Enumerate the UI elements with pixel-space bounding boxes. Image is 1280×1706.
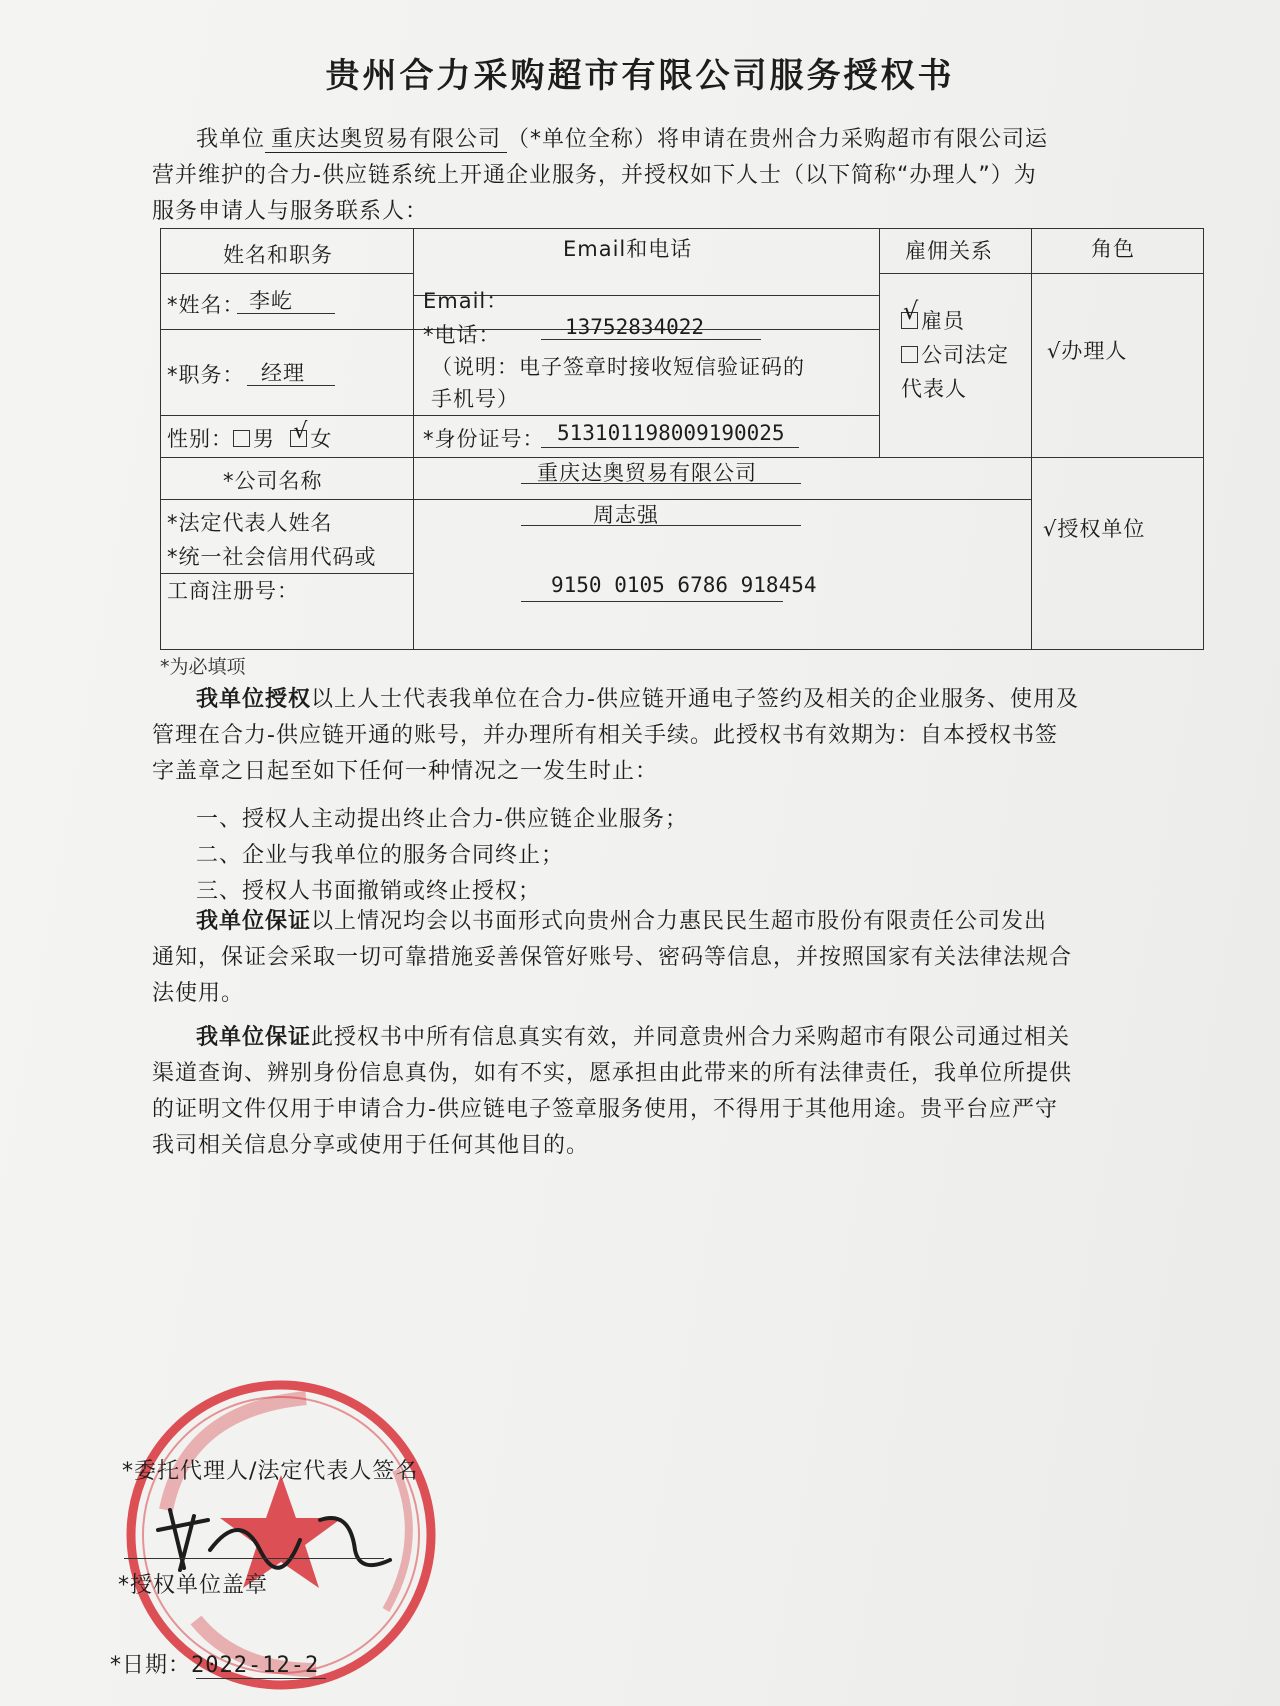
date-row <box>110 1648 319 1679</box>
phone-note-2: 手机号） <box>431 387 519 411</box>
phone-label: *电话： <box>423 323 501 347</box>
employment-legal: 公司法定 <box>901 339 1009 369</box>
legal-rep-label: *法定代表人姓名 <box>167 511 333 535</box>
phone-value: 13752834022 <box>565 315 705 339</box>
date-value: 2022-12-2 <box>191 1653 320 1678</box>
employment-legal-2: 代表人 <box>901 377 967 401</box>
role-handler: √办理人 <box>1047 339 1128 363</box>
document-title: 贵州合力采购超市有限公司服务授权书 <box>325 56 955 96</box>
guarantee-paragraph-2: 我单位保证此授权书中所有信息真实有效，并同意贵州合力采购超市有限公司通过相关 渠道查询、辨别身份信息真伪，如有不实，愿承担由此带来的所有法律责任，我单位所提供 的证明文件仅用于申请合力-供应链电子签章服务使用，不得用于其他用途。贵平台应严守 我司相关信息分享或使用于任何其他目的。 <box>152 1025 1073 1158</box>
info-table <box>160 228 1204 650</box>
name-label: *姓名： <box>167 293 245 317</box>
company-label: *公司名称 <box>223 469 323 493</box>
credit-label: *统一社会信用代码或 <box>167 545 377 569</box>
intro-line2: 营并维护的合力-供应链系统上开通企业服务，并授权如下人士（以下简称“办理人”）为 <box>152 163 1037 188</box>
date-label: *日期： <box>110 1653 192 1678</box>
intro-rest: 将申请在贵州合力采购超市有限公司运 <box>657 127 1049 152</box>
header-role: 角色 <box>1091 237 1135 261</box>
credit-value: 9150 0105 6786 918454 <box>551 573 817 597</box>
auth-paragraph: 我单位授权以上人士代表我单位在合力-供应链开通电子签约及相关的企业服务、使用及 管理在合力-供应链开通的账号，并办理所有相关手续。此授权书有效期为：自本授权书签 字盖章之日起至如下任何一种情况之一发生时止： <box>152 687 1079 784</box>
female-label: 女 <box>310 427 333 451</box>
list-item: 三、授权人书面撤销或终止授权； <box>196 879 542 904</box>
employee-checkbox[interactable]: √ <box>901 312 918 329</box>
position-value: 经理 <box>261 361 305 385</box>
list-item: 二、企业与我单位的服务合同终止； <box>196 843 565 868</box>
handwritten-signature <box>150 1490 410 1580</box>
id-label: *身份证号： <box>423 427 545 451</box>
phone-note: （说明：电子签章时接收短信验证码的 <box>431 355 805 379</box>
position-label: *职务： <box>167 363 245 387</box>
id-value: 513101198009190025 <box>557 421 785 445</box>
header-employment: 雇佣关系 <box>905 239 993 263</box>
gender-label: 性别： 男 √ 女 <box>167 419 333 451</box>
intro-prefix: 我单位 <box>196 127 266 152</box>
unit-name: 重庆达奥贸易有限公司 <box>265 127 507 153</box>
male-checkbox[interactable] <box>233 430 250 447</box>
guarantee-paragraph-1: 我单位保证以上情况均会以书面形式向贵州合力惠民民生超市股份有限责任公司发出 通知，保证会采取一切可靠措施妥善保管好账号、密码等信息，并按照国家有关法律法规合 法使用。 <box>152 909 1073 1006</box>
role-unit: √授权单位 <box>1043 517 1146 541</box>
legal-rep-value: 周志强 <box>593 503 659 527</box>
credit-label-2: 工商注册号： <box>167 579 299 603</box>
seal-label: *授权单位盖章 <box>118 1573 269 1598</box>
name-value: 李屹 <box>249 289 293 313</box>
unit-hint: （*单位全称） <box>507 127 658 152</box>
legal-rep-checkbox[interactable] <box>901 346 918 363</box>
agent-sign-label: *委托代理人/法定代表人签名 <box>122 1459 419 1484</box>
employment-employee: √ 雇员 <box>903 297 965 333</box>
email-label: Email： <box>423 289 509 313</box>
company-value: 重庆达奥贸易有限公司 <box>537 461 757 485</box>
header-email-phone: Email和电话 <box>563 237 693 261</box>
female-checkbox[interactable]: √ <box>290 430 307 447</box>
list-item: 一、授权人主动提出终止合力-供应链企业服务； <box>196 807 688 832</box>
intro-paragraph <box>152 122 1162 230</box>
required-note: *为必填项 <box>160 656 246 678</box>
male-label: 男 <box>253 427 275 451</box>
intro-line3: 服务申请人与服务联系人： <box>152 199 429 224</box>
header-name-title: 姓名和职务 <box>223 243 333 267</box>
